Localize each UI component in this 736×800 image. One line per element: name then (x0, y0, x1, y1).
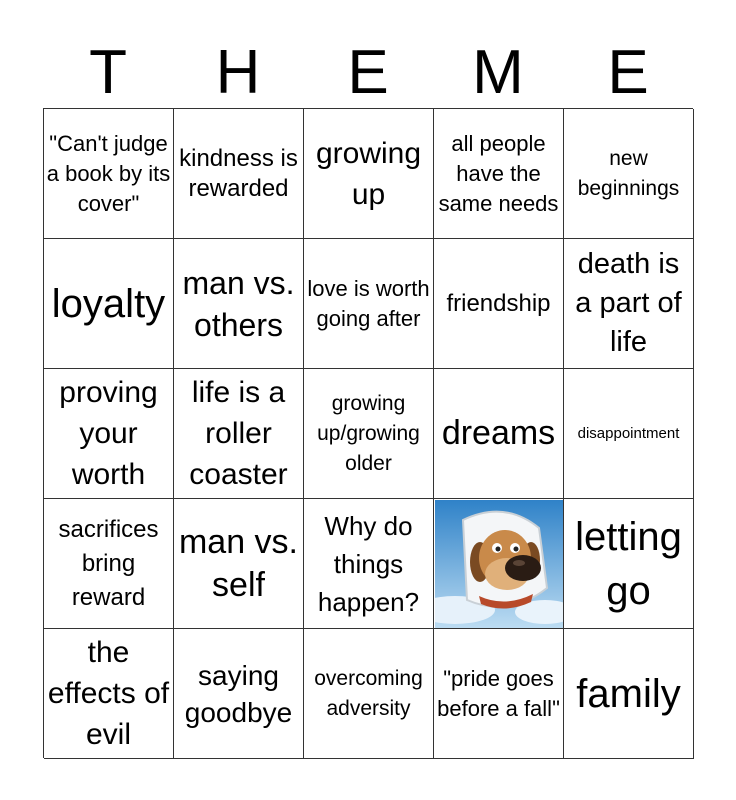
bingo-grid (43, 108, 693, 758)
cell-text: family (576, 671, 681, 716)
cell-text: new beginnings (577, 146, 680, 200)
bingo-cell[interactable] (174, 109, 304, 239)
bingo-cell[interactable] (174, 239, 304, 369)
cell-text: man vs. self (178, 522, 299, 604)
cell-text: "pride goes before a fall" (437, 665, 560, 721)
bingo-cell[interactable] (434, 369, 564, 499)
cell-text: proving your worth (59, 376, 158, 491)
cell-text: friendship (446, 289, 551, 317)
cell-text: Why do things happen? (317, 510, 420, 617)
cell-text: life is a roller coaster (189, 376, 288, 491)
bingo-cell[interactable] (564, 629, 694, 759)
bingo-cell[interactable] (434, 239, 564, 369)
bingo-cell[interactable] (44, 369, 174, 499)
bingo-cell[interactable] (44, 239, 174, 369)
bingo-cell[interactable] (174, 499, 304, 629)
bingo-cell[interactable] (564, 369, 694, 499)
cell-text: disappointment (577, 424, 680, 442)
bingo-cell[interactable] (434, 629, 564, 759)
bingo-cell[interactable] (44, 109, 174, 239)
bingo-cell[interactable] (564, 109, 694, 239)
bingo-cell[interactable] (304, 239, 434, 369)
bingo-cell[interactable] (304, 629, 434, 759)
cell-text: kindness is rewarded (179, 144, 298, 202)
bingo-cell[interactable] (304, 109, 434, 239)
cell-text: love is worth going after (307, 275, 430, 331)
bingo-cell[interactable] (564, 239, 694, 369)
theme-header (43, 38, 693, 108)
cell-text: "Can't judge a book by its cover" (46, 130, 171, 216)
header-letter-e2: E (607, 38, 649, 107)
header-letter-m: M (472, 38, 524, 107)
cell-text: saying goodbye (184, 659, 293, 728)
bingo-cell[interactable] (174, 369, 304, 499)
free-space-image[interactable] (434, 499, 564, 629)
bingo-cell[interactable] (174, 629, 304, 759)
cell-text: letting go (575, 514, 682, 613)
cell-text: overcoming adversity (314, 666, 423, 720)
cell-text: man vs. others (182, 264, 295, 343)
cell-text: loyalty (51, 281, 166, 326)
cell-text: all people have the same needs (438, 130, 559, 216)
bingo-cell[interactable] (564, 499, 694, 629)
header-letter-t: T (89, 38, 127, 107)
bingo-cell[interactable] (304, 369, 434, 499)
dog-with-cone-icon (435, 500, 563, 628)
header-letter-h: H (215, 38, 261, 107)
header-letter-e: E (347, 38, 389, 107)
bingo-cell[interactable] (44, 629, 174, 759)
bingo-cell[interactable] (304, 499, 434, 629)
cell-text: growing up (315, 136, 422, 211)
cell-text: dreams (441, 414, 556, 452)
cell-text: the effects of evil (47, 636, 170, 751)
bingo-cell[interactable] (434, 109, 564, 239)
cell-text: death is a part of life (575, 248, 682, 358)
bingo-cell[interactable] (44, 499, 174, 629)
cell-text: sacrifices bring reward (58, 515, 159, 611)
cell-text: growing up/growing older (317, 391, 420, 475)
